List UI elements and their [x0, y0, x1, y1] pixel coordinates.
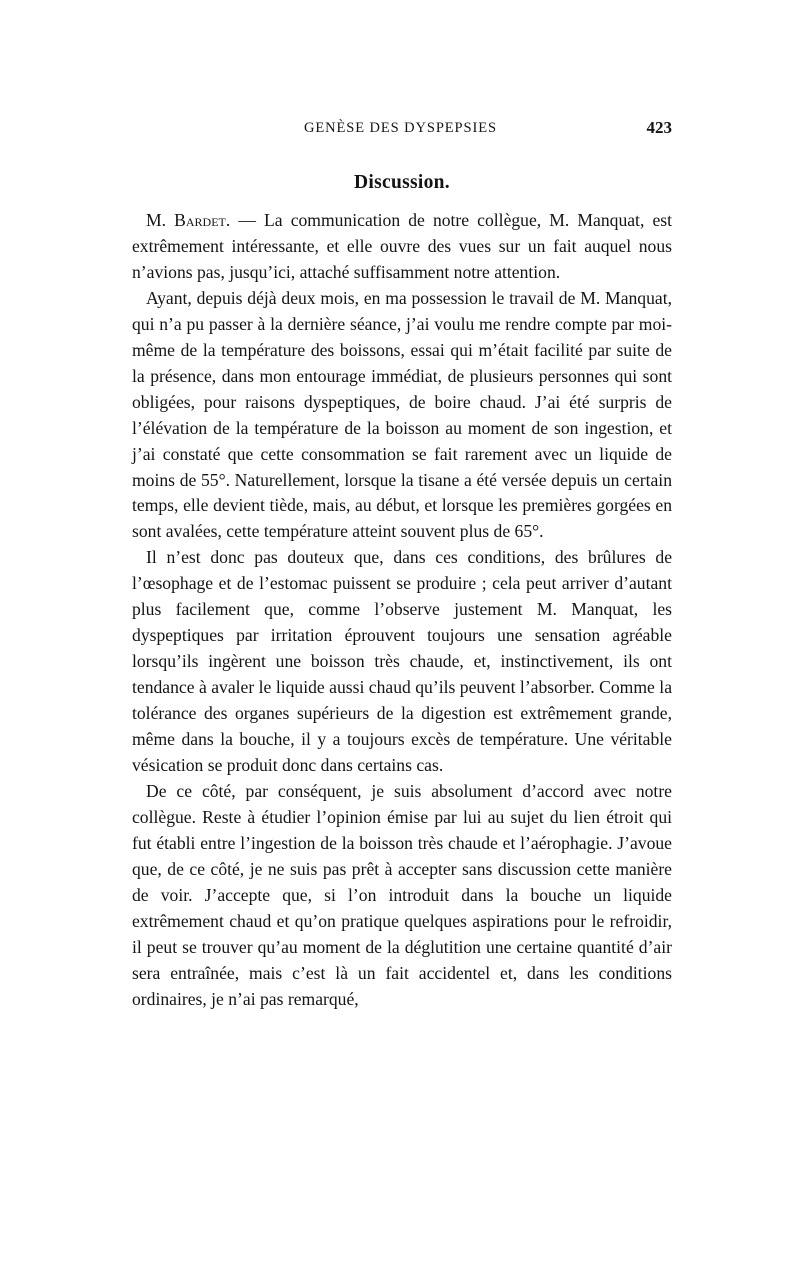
running-title: GENÈSE DES DYSPEPSIES — [304, 120, 497, 136]
paragraph-2: Ayant, depuis déjà deux mois, en ma possession le travail de M. Manquat, qui n’a pu passer à la dernière séance, j’ai voulu me rendre compte par moi-même de la température des boissons, essai qui m’était facilité par suite de la présence, dans mon entourage immédiat, de plusieurs personnes qui sont obligées, pour raisons dyspeptiques, de boire chaud. J’ai été surpris de l’élévation de la température de la boisson au moment de son ingestion, et j’ai constaté que cette consommation se fait rarement avec un liquide de moins de 55°. Naturellement, lorsque la tisane a été versée depuis un certain temps, elle devient tiède, mais, au début, et lorsque les premières gorgées en sont avalées, cette température atteint souvent plus de 65°. — [132, 287, 672, 542]
section-title: Discussion. — [354, 172, 450, 193]
speaker-prefix: M. — [146, 210, 175, 230]
paragraph-1 — [132, 208, 672, 286]
paragraph-3: Il n’est donc pas douteux que, dans ces conditions, des brûlures de l’œsophage et de l’estomac puissent se produire ; cela peut arriver d’autant plus facilement que, comme l’observe justement M. Manquat, les dyspeptiques par irritation éprouvent toujours une sensation agréable lorsqu’ils ingèrent une boisson très chaude, et, instinctivement, ils ont tendance à avaler le liquide aussi chaud qu’ils peuvent l’absorber. Comme la tolérance des organes supérieurs de la digestion est extrêmement grande, même dans la bouche, il y a toujours excès de température. Une véritable vésication se produit donc dans certains cas. — [132, 547, 672, 776]
page-number: 423 — [646, 118, 672, 137]
body-text — [132, 208, 672, 1013]
paragraph-1-text: . — La communication de notre collègue, M. Manquat, est extrêmement intéressante, et elle ouvre des vues sur un fait auquel nous n’avions pas, jusqu’ici, attaché suffisamment notre attention. — [132, 210, 672, 282]
running-head — [132, 117, 672, 139]
speaker-name: Bardet — [174, 210, 226, 230]
paragraph-4: De ce côté, par conséquent, je suis absolument d’accord avec notre collègue. Reste à étudier l’opinion émise par lui au sujet du lien étroit qui fut établi entre l’ingestion de la boisson très chaude et l’aérophagie. J’avoue que, de ce côté, je ne suis pas prêt à accepter sans discussion cette manière de voir. J’accepte que, si l’on introduit dans la bouche un liquide extrêmement chaud et qu’on pratique quelques aspirations pour le refroidir, il peut se trouver qu’au moment de la déglutition une certaine quantité d’air sera entraînée, mais c’est là un fait accidentel et, dans les conditions ordinaires, je n’ai pas remarqué, — [132, 780, 672, 1009]
